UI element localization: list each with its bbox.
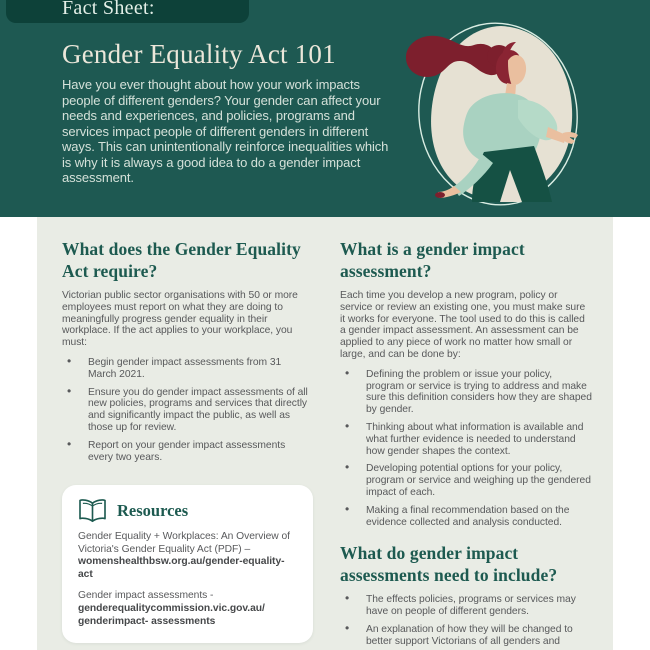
resource-link-gender-equality-act[interactable]: womenshealthbsw.org.au/gender-equality-act xyxy=(78,556,285,580)
resource-item-text: Gender impact assessments - xyxy=(78,590,214,602)
right-column xyxy=(340,238,592,650)
bullet-item: • Developing potential options for your policy, program or service and weighing up the gendered impact of each. xyxy=(340,463,592,498)
resources-title: Resources xyxy=(117,500,189,520)
act-require-intro: Victorian public sector organisations with 50 or more employees must report on what they are doing to meaningfully progress gender equality in their workplace. If the act applies to your workplace, you must: xyxy=(62,290,298,349)
bullet-item: • Defining the problem or issue your policy, program or service is trying to address and make sure this definition considers how they are shaped by gender. xyxy=(340,369,592,416)
section-heading-what-is-gia: What is a gender impact assessment? xyxy=(340,239,525,281)
what-is-gia-bullet-list xyxy=(340,369,592,529)
section-heading-gia-include: What do gender impact assessments need to include? xyxy=(340,543,558,586)
hero-header xyxy=(0,0,650,217)
woman-walking-illustration xyxy=(398,6,594,208)
page-title: Gender Equality Act 101 xyxy=(62,39,336,69)
open-book-icon xyxy=(78,498,107,523)
resource-link-gender-impact-assessments[interactable]: genderequalitycommission.vic.gov.au/ genderimpact- assessments xyxy=(78,602,265,627)
gia-include-bullet-list xyxy=(340,594,592,647)
fact-sheet-tab xyxy=(6,0,249,23)
bullet-item: • The effects policies, programs or services may have on people of different genders. xyxy=(340,594,592,618)
act-require-bullet-list xyxy=(62,357,312,463)
resources-card xyxy=(62,485,313,643)
resources-header xyxy=(78,498,297,523)
bullet-item: • Begin gender impact assessments from 31 March 2021. xyxy=(62,357,312,381)
what-is-gia-intro: Each time you develop a new program, policy or service or review an existing one, you must make sure it works for everyone. The tool used to do this is called a gender impact assessment. An assessment can be applied to any piece of work no matter how small or large, and can be done by: xyxy=(340,290,586,360)
bullet-item: • Thinking about what information is available and what further evidence is needed to understand how gender shapes the context. xyxy=(340,422,592,457)
content-panel xyxy=(37,217,613,650)
bullet-item: • An explanation of how they will be changed to better support Victorians of all genders and xyxy=(340,624,592,648)
left-column xyxy=(62,238,312,469)
resource-item xyxy=(78,531,297,581)
section-heading-act-require: What does the Gender Equality Act require? xyxy=(62,239,301,281)
resource-item xyxy=(78,590,297,628)
bullet-item: • Report on your gender impact assessments every two years. xyxy=(62,440,312,464)
bullet-item: • Making a final recommendation based on the evidence collected and analysis conducted. xyxy=(340,505,592,529)
hero-intro-text: Have you ever thought about how your work impacts people of different genders? Your gender can affect your needs and experiences, and policies, programs and services impact people of different genders in different ways. This can unintentionally reinforce inequalities which is why it is always a good idea to do a gender impact assessment. xyxy=(62,77,389,185)
fact-sheet-tab-label: Fact Sheet: xyxy=(62,0,155,19)
bullet-item: • Ensure you do gender impact assessments of all new policies, programs and services that directly and significantly impact the public, as well as those up for review. xyxy=(62,387,312,434)
resource-item-text: Gender Equality + Workplaces: An Overview of Victoria's Gender Equality Act (PDF) – xyxy=(78,531,290,555)
